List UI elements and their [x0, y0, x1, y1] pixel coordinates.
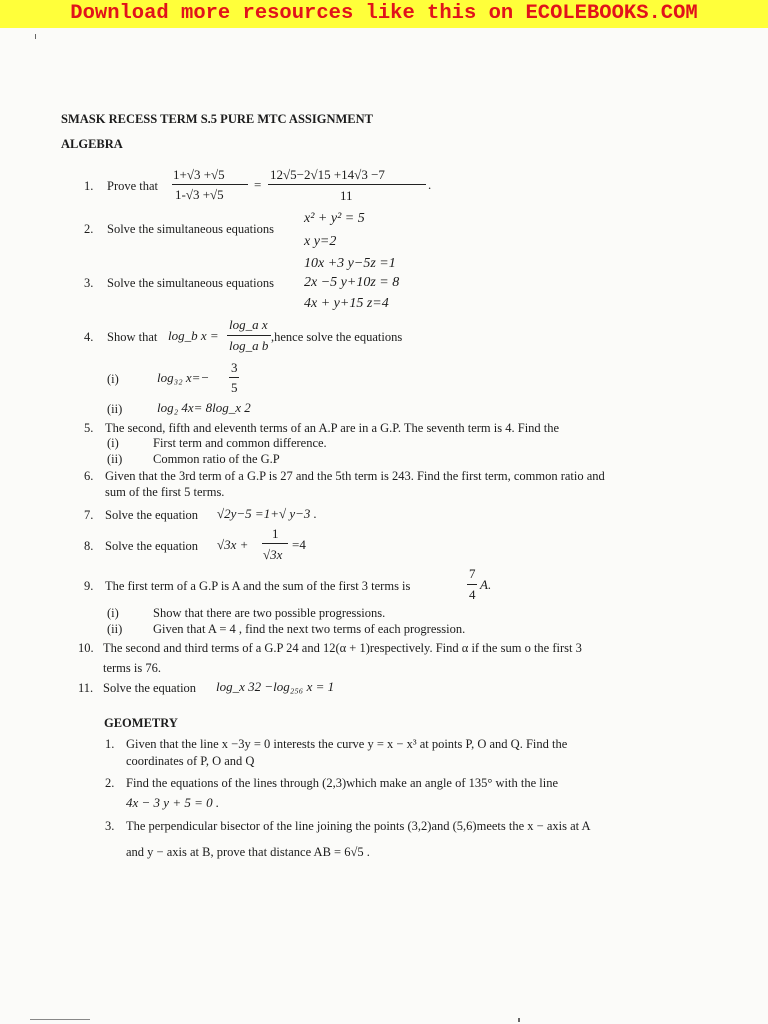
- q3-number: 3.: [84, 276, 94, 290]
- g2-line-2: 4x − 3 y + 5 = 0 .: [126, 795, 220, 810]
- q1-lhs-numerator: 1+√3 +√5: [173, 167, 225, 182]
- download-banner[interactable]: [0, 0, 768, 28]
- q5-text: The second, fifth and eleventh terms of an A.P are in a G.P. The seventh term is 4. Find the: [105, 421, 560, 435]
- q4-i-expression: log₃₂ x=−: [157, 370, 210, 385]
- q4-i-numerator: 3: [231, 360, 238, 375]
- q8-text: Solve the equation: [105, 539, 199, 553]
- g2-number: 2.: [105, 776, 115, 790]
- q4-fraction-denominator: log_a b: [229, 338, 269, 353]
- section-geometry: GEOMETRY: [104, 716, 178, 730]
- g2-line-1: Find the equations of the lines through (2,3)which make an angle of 135° with the line: [126, 776, 558, 790]
- q9-i-label: (i): [107, 606, 119, 620]
- q6-number: 6.: [84, 469, 94, 483]
- q9-ii-text: Given that A = 4 , find the next two terms of each progression.: [153, 622, 466, 636]
- q6-line-2: sum of the first 5 terms.: [105, 485, 225, 499]
- q7-number: 7.: [84, 508, 94, 522]
- q4-fraction-bar: [227, 335, 271, 336]
- q5-ii-text: Common ratio of the G.P: [153, 452, 280, 466]
- assignment-title: SMASK RECESS TERM S.5 PURE MTC ASSIGNMENT: [61, 112, 373, 126]
- q3-text: Solve the simultaneous equations: [107, 276, 274, 290]
- q9-tail: A.: [480, 577, 492, 592]
- q9-ii-label: (ii): [107, 622, 123, 636]
- q4-ii-label: (ii): [107, 402, 123, 416]
- q1-text: Prove that: [107, 179, 159, 193]
- q3-equation-1: 10x +3 y−5z =1: [304, 256, 396, 271]
- q5-i-label: (i): [107, 436, 119, 450]
- q8-fraction-numerator: 1: [272, 526, 279, 541]
- q8-expression-2: =4: [292, 537, 306, 552]
- section-algebra: ALGEBRA: [61, 137, 123, 151]
- q9-i-text: Show that there are two possible progressions.: [153, 606, 386, 620]
- q9-fraction-numerator: 7: [469, 566, 476, 581]
- q5-number: 5.: [84, 421, 94, 435]
- q4-lhs: log_b x =: [168, 328, 219, 343]
- q9-text: The first term of a G.P is A and the sum of the first 3 terms is: [105, 579, 411, 593]
- q2-text: Solve the simultaneous equations: [107, 222, 274, 236]
- q11-expression: log_x 32 −log₂₅₆ x = 1: [216, 679, 335, 694]
- q1-end: .: [428, 177, 432, 192]
- q2-equation-2: x y=2: [304, 234, 337, 249]
- q7-text: Solve the equation: [105, 508, 199, 522]
- scan-line-mark: [30, 1019, 90, 1020]
- banner-text[interactable]: Download more resources like this on ECOLEBOOKS.COM: [70, 2, 698, 25]
- q11-number: 11.: [78, 681, 94, 695]
- q1-rhs-numerator: 12√5−2√15 +14√3 −7: [270, 167, 385, 182]
- q3-equation-2: 2x −5 y+10z = 8: [304, 275, 400, 290]
- q8-fraction-bar: [262, 543, 288, 544]
- q8-expression-1: √3x +: [217, 537, 249, 552]
- scan-speck: [35, 34, 36, 39]
- q5-i-text: First term and common difference.: [153, 436, 327, 450]
- q4-rest: ,hence solve the equations: [271, 330, 403, 344]
- q5-ii-label: (ii): [107, 452, 123, 466]
- q8-number: 8.: [84, 539, 94, 553]
- q4-text: Show that: [107, 330, 158, 344]
- g1-line-2: coordinates of P, O and Q: [126, 754, 255, 768]
- q9-fraction-denominator: 4: [469, 587, 476, 602]
- g3-line-2: and y − axis at B, prove that distance AB = 6√5 .: [126, 845, 370, 859]
- q8-fraction-denominator: √3x: [263, 547, 283, 562]
- q1-rhs-fraction-bar: [268, 184, 426, 185]
- g3-number: 3.: [105, 819, 115, 833]
- g1-number: 1.: [105, 737, 115, 751]
- scan-speck-bottom: [518, 1018, 520, 1022]
- q4-i-fraction-bar: [229, 377, 239, 378]
- q4-fraction-numerator: log_a x: [229, 317, 268, 332]
- q4-ii-expression: log₂ 4x= 8log_x 2: [157, 400, 251, 415]
- q1-rhs-denominator: 11: [340, 188, 353, 203]
- q1-lhs-denominator: 1-√3 +√5: [175, 187, 224, 202]
- q11-text: Solve the equation: [103, 681, 197, 695]
- q10-number: 10.: [78, 641, 94, 655]
- q9-number: 9.: [84, 579, 94, 593]
- q4-i-label: (i): [107, 372, 119, 386]
- q4-i-denominator: 5: [231, 380, 238, 395]
- q7-expression: √2y−5 =1+√ y−3 .: [217, 506, 317, 521]
- q1-equals: =: [254, 177, 262, 192]
- q6-line-1: Given that the 3rd term of a G.P is 27 and the 5th term is 243. Find the first term, common ratio and: [105, 469, 605, 483]
- q4-number: 4.: [84, 330, 94, 344]
- q2-equation-1: x² + y² = 5: [304, 211, 365, 226]
- q1-lhs-fraction-bar: [172, 184, 248, 185]
- q3-equation-3: 4x + y+15 z=4: [304, 296, 389, 311]
- q10-line-1: The second and third terms of a G.P 24 and 12(α + 1)respectively. Find α if the sum o the first 3: [103, 641, 582, 655]
- g3-line-1: The perpendicular bisector of the line joining the points (3,2)and (5,6)meets the x − axis at A: [126, 819, 591, 833]
- q9-fraction-bar: [467, 584, 477, 585]
- q2-number: 2.: [84, 222, 94, 236]
- q1-number: 1.: [84, 179, 94, 193]
- g1-line-1: Given that the line x −3y = 0 interests the curve y = x − x³ at points P, O and Q. Find the: [126, 737, 568, 751]
- q10-line-2: terms is 76.: [103, 661, 161, 675]
